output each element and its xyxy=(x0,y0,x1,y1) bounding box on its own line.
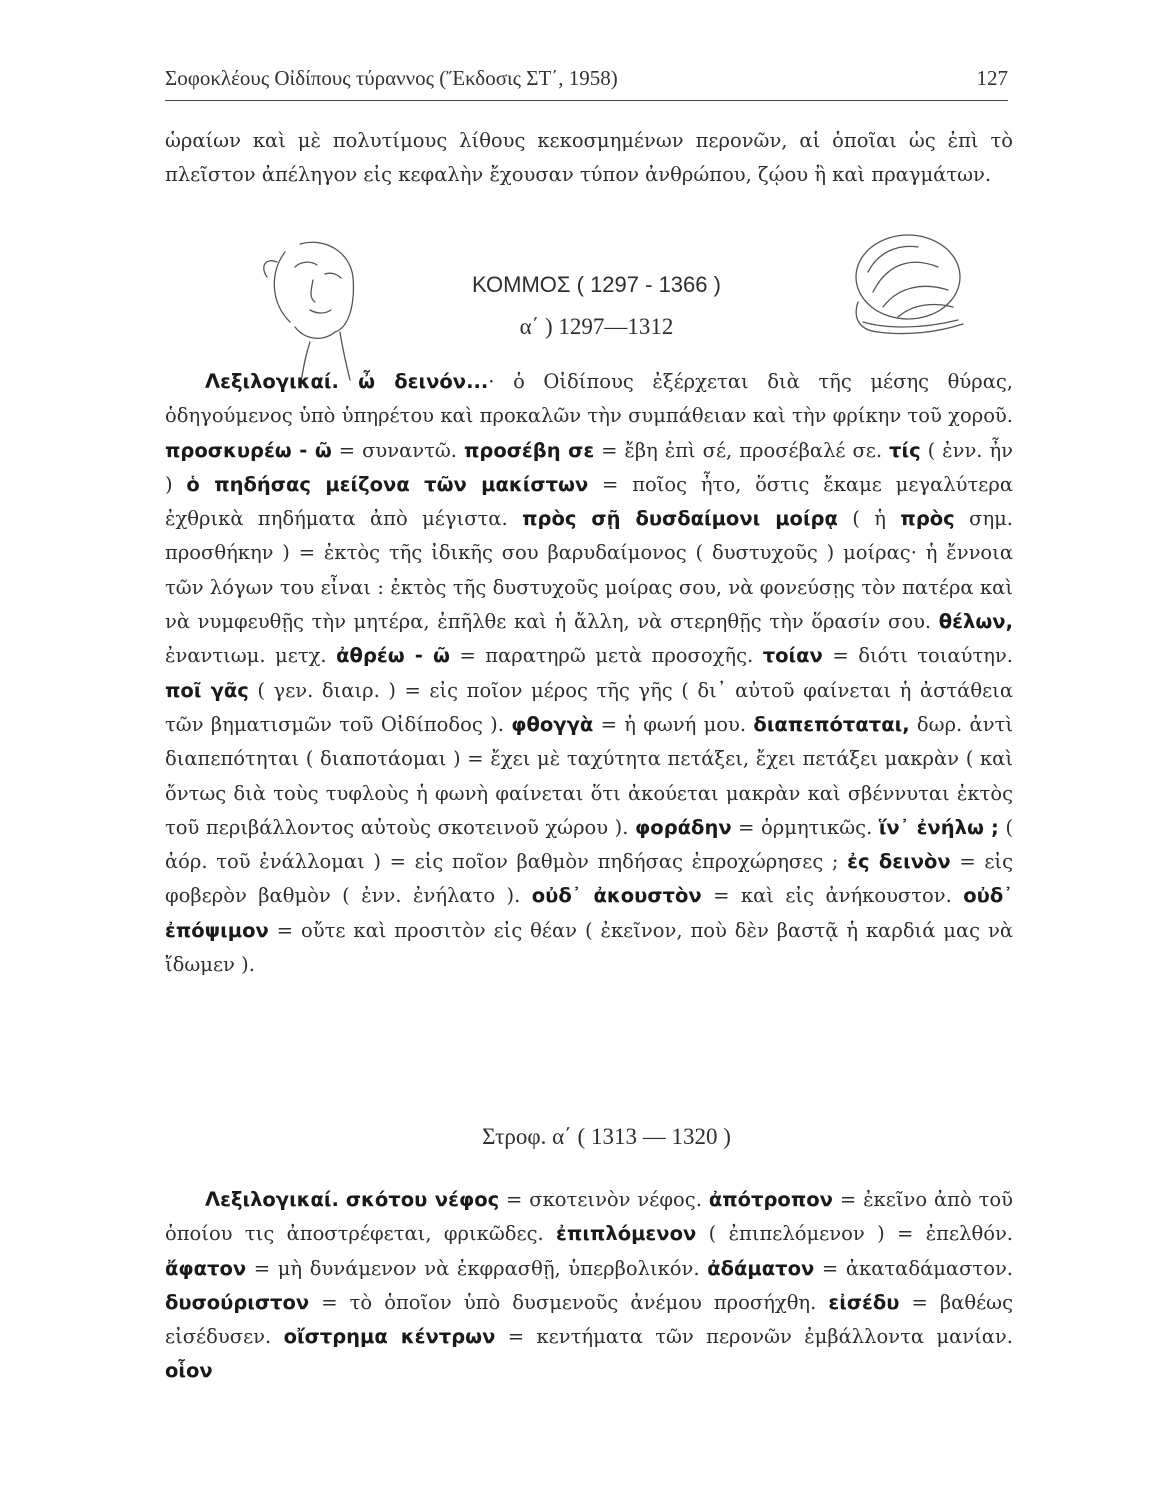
glossary-text: ( ἀόρ. τοῦ ἐνάλλομαι ) = εἰς ποῖον βαθμὸν πηδήσας ἐπροχώρησες ; xyxy=(165,815,1013,874)
glossary-text: = ποῖος ἦτο, ὅστις ἔκαμε μεγαλύτερα ἐχθρικὰ πηδήματα ἀπὸ μέγιστα. xyxy=(165,472,1013,531)
header-rule xyxy=(165,100,1008,101)
paragraph-continuation xyxy=(165,124,1013,193)
glossary-text: = συναντῶ. xyxy=(331,438,464,462)
glossary-term: ἐπιπλόμενον xyxy=(556,1222,697,1246)
glossary-text: = μὴ δυνάμενον νὰ ἐκφρασθῇ, ὑπερβολικόν. xyxy=(246,1256,708,1280)
glossary-text: = κεντήματα τῶν περονῶν ἐμβάλλοντα μανίαν. xyxy=(495,1325,1013,1349)
glossary-term: οἴστρημα κέντρων xyxy=(283,1325,496,1349)
glossary-term: ποῖ γᾶς xyxy=(165,678,249,702)
glossary-text: ἐναντιωμ. μετχ. xyxy=(165,644,337,668)
glossary-term: ἐς δεινὸν xyxy=(847,850,951,874)
glossary-term: φθογγὰ xyxy=(511,712,594,736)
glossary-term: πρὸς σῇ δυσδαίμονι μοίρᾳ xyxy=(522,507,838,531)
glossary-text: = διότι τοιαύτην. xyxy=(822,644,1013,668)
glossary-text: = σκοτεινὸν νέφος. xyxy=(499,1188,709,1211)
glossary-text: = βαθέως εἰσέδυσεν. xyxy=(165,1290,1014,1349)
glossary-text: · ὁ Οἰδίπους ἐξέρχεται διὰ τῆς μέσης θύρας, ὁδηγούμενος ὑπὸ ὑπηρέτου καὶ προκαλῶν τὴν συμπάθειαν καὶ τὴν φρίκην τοῦ χοροῦ. xyxy=(165,370,1014,428)
page-number: 127 xyxy=(976,66,1008,90)
glossary-term: τοίαν xyxy=(762,644,823,668)
glossary-term: Λεξιλογικαί. ὦ δεινόν... xyxy=(205,370,489,393)
face-sketch-icon xyxy=(255,232,385,382)
glossary-text: ( ἐπιπελόμενον ) = ἐπελθόν. xyxy=(696,1222,1013,1246)
glossary-term: οὐδ᾿ ἐπόψιμον xyxy=(165,884,1013,942)
glossary-text: = οὔτε καὶ προσιτὸν εἰς θέαν ( ἐκεῖνον, ποὺ δὲν βαστᾷ ἡ καρδιά μας νὰ ἴδωμεν ). xyxy=(165,918,1013,977)
glossary-paragraph-2 xyxy=(165,1183,1013,1389)
glossary-term: οὐδ᾿ ἀκουστὸν xyxy=(531,884,702,908)
glossary-text: = εἰς φοβερὸν βαθμὸν ( ἐνν. ἐνήλατο ). xyxy=(165,850,1013,908)
paragraph-text: ὡραίων καὶ μὲ πολυτίμους λίθους κεκοσμημένων περονῶν, αἱ ὁποῖαι ὡς ἐπὶ τὸ πλεῖστον ἀπέληγον εἰς κεφαλὴν ἔχουσαν τύπον ἀνθρώπου, ζῴου ἢ καὶ πραγμάτων. xyxy=(165,129,1013,187)
glossary-term: εἰσέδυ xyxy=(828,1290,900,1314)
section-title-strophe: Στροφ. α΄ ( 1313 — 1320 ) xyxy=(482,1124,731,1149)
glossary-term: πρὸς xyxy=(900,507,955,531)
glossary-term: διαπεπόταται, xyxy=(753,712,910,736)
section-title-kommos: ΚΟΜΜΟΣ ( 1297 - 1366 ) xyxy=(472,272,721,297)
running-title: Σοφοκλέους Οἰδίπους τύραννος (Ἔκδοσις ΣΤ΄, 1958) xyxy=(165,66,618,90)
glossary-term: οἷον xyxy=(165,1359,213,1383)
glossary-term: προσκυρέω - ῶ xyxy=(165,438,332,462)
glossary-term: Λεξιλογικαί. xyxy=(205,1188,339,1211)
glossary-text: = ἐκεῖνο ἀπὸ τοῦ ὁποίου τις ἀποστρέφεται, φρικῶδες. xyxy=(165,1188,1013,1246)
glossary-text xyxy=(339,1188,346,1211)
glossary-term: θέλων, xyxy=(938,610,1013,634)
glossary-term: φοράδην xyxy=(635,815,732,839)
glossary-term: τίς xyxy=(889,438,921,462)
section-subtitle-lines: α΄ ) 1297—1312 xyxy=(519,314,674,339)
running-head xyxy=(165,66,1008,91)
glossary-term: ἀθρέω - ῶ xyxy=(336,644,450,668)
glossary-text: ( ἐνν. ἦν ) xyxy=(165,438,1013,496)
glossary-text: = ἡ φωνή μου. xyxy=(593,712,754,736)
glossary-text: = ἀκαταδάμαστον. xyxy=(814,1256,1013,1280)
glossary-text: ( γεν. διαιρ. ) = εἰς ποῖον μέρος τῆς γῆς ( δι᾿ αὐτοῦ φαίνεται ἡ ἀστάθεια τῶν βηματισμῶν τοῦ Οἰδίποδος ). xyxy=(165,678,1013,736)
glossary-term: ἀδάματον xyxy=(707,1256,815,1280)
glossary-term: προσέβη σε xyxy=(463,438,595,462)
glossary-term: δυσούριστον xyxy=(165,1290,310,1314)
glossary-text: = παρατηρῶ μετὰ προσοχῆς. xyxy=(449,644,763,668)
glossary-term: ὁ πηδήσας μείζονα τῶν μακίστων xyxy=(186,472,589,496)
glossary-term: σκότου νέφος xyxy=(345,1188,500,1211)
glossary-text: = καὶ εἰς ἀνήκουστον. xyxy=(701,884,964,908)
glossary-text: = ἔβη ἐπὶ σέ, προσέβαλέ σε. xyxy=(594,438,890,462)
glossary-term: ἀπότροπον xyxy=(708,1188,833,1211)
glossary-text: = τὸ ὁποῖον ὑπὸ δυσμενοῦς ἀνέμου προσήχθη. xyxy=(309,1290,829,1314)
glossary-paragraph-1 xyxy=(165,365,1013,982)
glossary-text: = ὁρμητικῶς. xyxy=(731,815,879,839)
glossary-text: δωρ. ἀντὶ διαπεπότηται ( διαποτάομαι ) = ἔχει μὲ ταχύτητα πετάξει, ἔχει πετάξει μακρὰν ( καὶ ὄντως διὰ τοὺς τυφλοὺς ἡ φωνὴ φαίνεται ὅτι ἀκούεται μακρὰν καὶ σβέννυται ἐκτὸς τοῦ περιβάλλοντος αὐτοὺς σκοτεινοῦ χώρου ). xyxy=(165,712,1013,839)
glossary-term: ἵν᾿ ἐνήλω ; xyxy=(878,815,999,839)
glossary-term: ἄφατον xyxy=(165,1256,247,1280)
glossary-text: σημ. προσθήκην ) = ἐκτὸς τῆς ἰδικῆς σου βαρυδαίμονος ( δυστυχοῦς ) μοίρας· ἡ ἔννοια τῶν λόγων του εἶναι : ἐκτὸς τῆς δυστυχοῦς μοίρας σου, νὰ φονεύσῃς τὸν πατέρα καὶ νὰ νυμφευθῇς τὴν μητέρα, ἐπῆλθε καὶ ἡ ἄλλη, νὰ στερηθῇς τὴν ὅρασίν σου. xyxy=(165,507,1013,634)
glossary-text: ( ἡ xyxy=(837,507,901,531)
